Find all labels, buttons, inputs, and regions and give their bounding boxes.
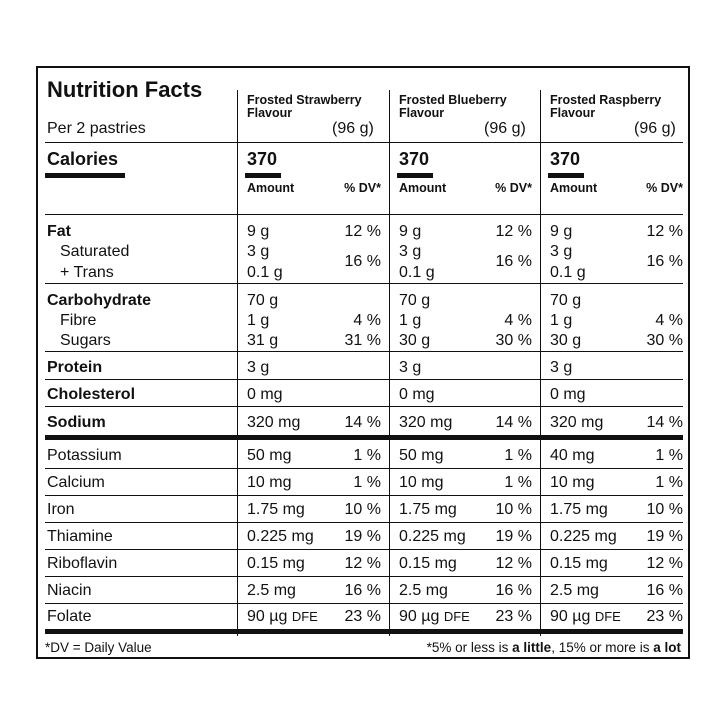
dv-fibre: 4 % [655,312,683,329]
dv-potassium: 1 % [353,447,381,464]
amount-sugars: 30 g [550,332,582,349]
nutrient-label-cholesterol: Cholesterol [47,386,136,403]
nutrient-label-fibre: Fibre [60,312,97,329]
dv-header: % DV* [344,181,381,195]
amount-fat: 9 g [247,223,270,240]
amount-trans: 0.1 g [550,264,586,281]
nutrient-label-protein: Protein [47,359,103,376]
thick-divider [45,435,683,440]
dv-folate: 23 % [646,608,683,625]
amount-niacin: 2.5 mg [399,582,448,599]
dv-fibre: 4 % [504,312,532,329]
dv-folate: 23 % [495,608,532,625]
nutrient-label-fat: Fat [47,223,71,240]
dv-niacin: 16 % [495,582,532,599]
product-name-raspberry: Frosted Raspberry Flavour [550,93,662,120]
calories-underline [548,173,584,178]
dv-sugars: 30 % [495,332,532,349]
amount-riboflavin: 0.15 mg [399,555,457,572]
dv-sodium: 14 % [344,414,381,431]
amount-header: Amount [550,181,598,195]
calories-underline [45,173,125,178]
amount-riboflavin: 0.15 mg [550,555,608,572]
footnote-guide: *5% or less is a little, 15% or more is a lot [426,640,681,655]
dv-fibre: 4 % [353,312,381,329]
column-separator [237,90,238,636]
nutrient-label-niacin: Niacin [47,582,92,599]
dv-riboflavin: 12 % [344,555,381,572]
amount-header: Amount [247,181,295,195]
column-separator [540,90,541,636]
amount-folate: 90 µg DFE [399,608,470,625]
product-size-blueberry: (96 g) [484,120,526,137]
nutrient-label-riboflavin: Riboflavin [47,555,118,572]
divider [45,468,683,469]
amount-sugars: 30 g [399,332,431,349]
calories-underline [397,173,433,178]
dv-iron: 10 % [344,501,381,518]
amount-saturated: 3 g [247,243,270,260]
amount-sodium: 320 mg [247,414,301,431]
amount-header: Amount [399,181,447,195]
dv-header: % DV* [495,181,532,195]
dv-riboflavin: 12 % [495,555,532,572]
product-size-raspberry: (96 g) [634,120,676,137]
amount-folate: 90 µg DFE [550,608,621,625]
amount-niacin: 2.5 mg [550,582,599,599]
nutrient-label-thiamine: Thiamine [47,528,113,545]
amount-carbohydrate: 70 g [399,292,431,309]
amount-fibre: 1 g [550,312,573,329]
dv-calcium: 1 % [353,474,381,491]
nutrient-label-carbohydrate: Carbohydrate [47,292,152,309]
divider [45,549,683,550]
amount-cholesterol: 0 mg [550,386,586,403]
amount-fibre: 1 g [247,312,270,329]
divider [45,214,683,215]
panel-title: Nutrition Facts [47,77,203,102]
dv-iron: 10 % [495,501,532,518]
dv-thiamine: 19 % [495,528,532,545]
footnote-dv: *DV = Daily Value [45,640,152,655]
nutrient-label-folate: Folate [47,608,92,625]
divider [45,406,683,407]
amount-thiamine: 0.225 mg [247,528,314,545]
nutrition-facts-panel [36,66,690,659]
dv-niacin: 16 % [344,582,381,599]
dv-riboflavin: 12 % [646,555,683,572]
amount-potassium: 50 mg [247,447,292,464]
divider [45,379,683,380]
column-separator [389,90,390,636]
dv-fat: 12 % [344,223,381,240]
thick-divider [45,629,683,634]
dv-niacin: 16 % [646,582,683,599]
divider [45,283,683,284]
amount-sodium: 320 mg [399,414,453,431]
nutrient-label-calcium: Calcium [47,474,105,491]
nutrient-label-trans: + Trans [60,264,114,281]
dv-saturated-trans: 16 % [495,253,532,270]
divider [45,576,683,577]
amount-calcium: 10 mg [399,474,444,491]
amount-potassium: 50 mg [399,447,444,464]
amount-sugars: 31 g [247,332,279,349]
amount-carbohydrate: 70 g [247,292,279,309]
amount-folate: 90 µg DFE [247,608,318,625]
amount-thiamine: 0.225 mg [399,528,466,545]
dv-calcium: 1 % [504,474,532,491]
dv-sugars: 30 % [646,332,683,349]
dv-saturated-trans: 16 % [646,253,683,270]
amount-trans: 0.1 g [399,264,435,281]
amount-potassium: 40 mg [550,447,595,464]
amount-fibre: 1 g [399,312,422,329]
amount-fat: 9 g [550,223,573,240]
nutrient-label-sodium: Sodium [47,414,106,431]
dv-thiamine: 19 % [646,528,683,545]
amount-sodium: 320 mg [550,414,604,431]
nutrient-label-saturated: Saturated [60,243,130,260]
amount-niacin: 2.5 mg [247,582,296,599]
nutrient-label-potassium: Potassium [47,447,122,464]
amount-saturated: 3 g [550,243,573,260]
dv-potassium: 1 % [504,447,532,464]
amount-trans: 0.1 g [247,264,283,281]
divider [45,603,683,604]
amount-calcium: 10 mg [550,474,595,491]
amount-protein: 3 g [399,359,422,376]
calories-value-blueberry: 370 [399,149,430,169]
dv-fat: 12 % [646,223,683,240]
dv-sugars: 31 % [344,332,381,349]
divider [45,522,683,523]
calories-value-raspberry: 370 [550,149,581,169]
calories-underline [245,173,281,178]
amount-fat: 9 g [399,223,422,240]
nutrient-label-sugars: Sugars [60,332,111,349]
amount-cholesterol: 0 mg [247,386,283,403]
amount-cholesterol: 0 mg [399,386,435,403]
calories-value-strawberry: 370 [247,149,278,169]
calories-label: Calories [47,149,119,169]
divider [45,351,683,352]
product-name-strawberry: Frosted Strawberry Flavour [247,93,362,120]
dv-saturated-trans: 16 % [344,253,381,270]
dv-thiamine: 19 % [344,528,381,545]
amount-riboflavin: 0.15 mg [247,555,305,572]
amount-saturated: 3 g [399,243,422,260]
amount-iron: 1.75 mg [247,501,305,518]
dv-potassium: 1 % [655,447,683,464]
nutrient-label-iron: Iron [47,501,75,518]
dv-sodium: 14 % [495,414,532,431]
product-size-strawberry: (96 g) [332,120,374,137]
product-name-blueberry: Frosted Blueberry Flavour [399,93,507,120]
dv-folate: 23 % [344,608,381,625]
dv-header: % DV* [646,181,683,195]
divider [45,142,683,143]
amount-calcium: 10 mg [247,474,292,491]
amount-iron: 1.75 mg [550,501,608,518]
amount-iron: 1.75 mg [399,501,457,518]
dv-fat: 12 % [495,223,532,240]
divider [45,495,683,496]
serving-size-label: Per 2 pastries [47,120,146,137]
dv-calcium: 1 % [655,474,683,491]
amount-protein: 3 g [550,359,573,376]
amount-carbohydrate: 70 g [550,292,582,309]
amount-protein: 3 g [247,359,270,376]
amount-thiamine: 0.225 mg [550,528,617,545]
dv-sodium: 14 % [646,414,683,431]
dv-iron: 10 % [646,501,683,518]
